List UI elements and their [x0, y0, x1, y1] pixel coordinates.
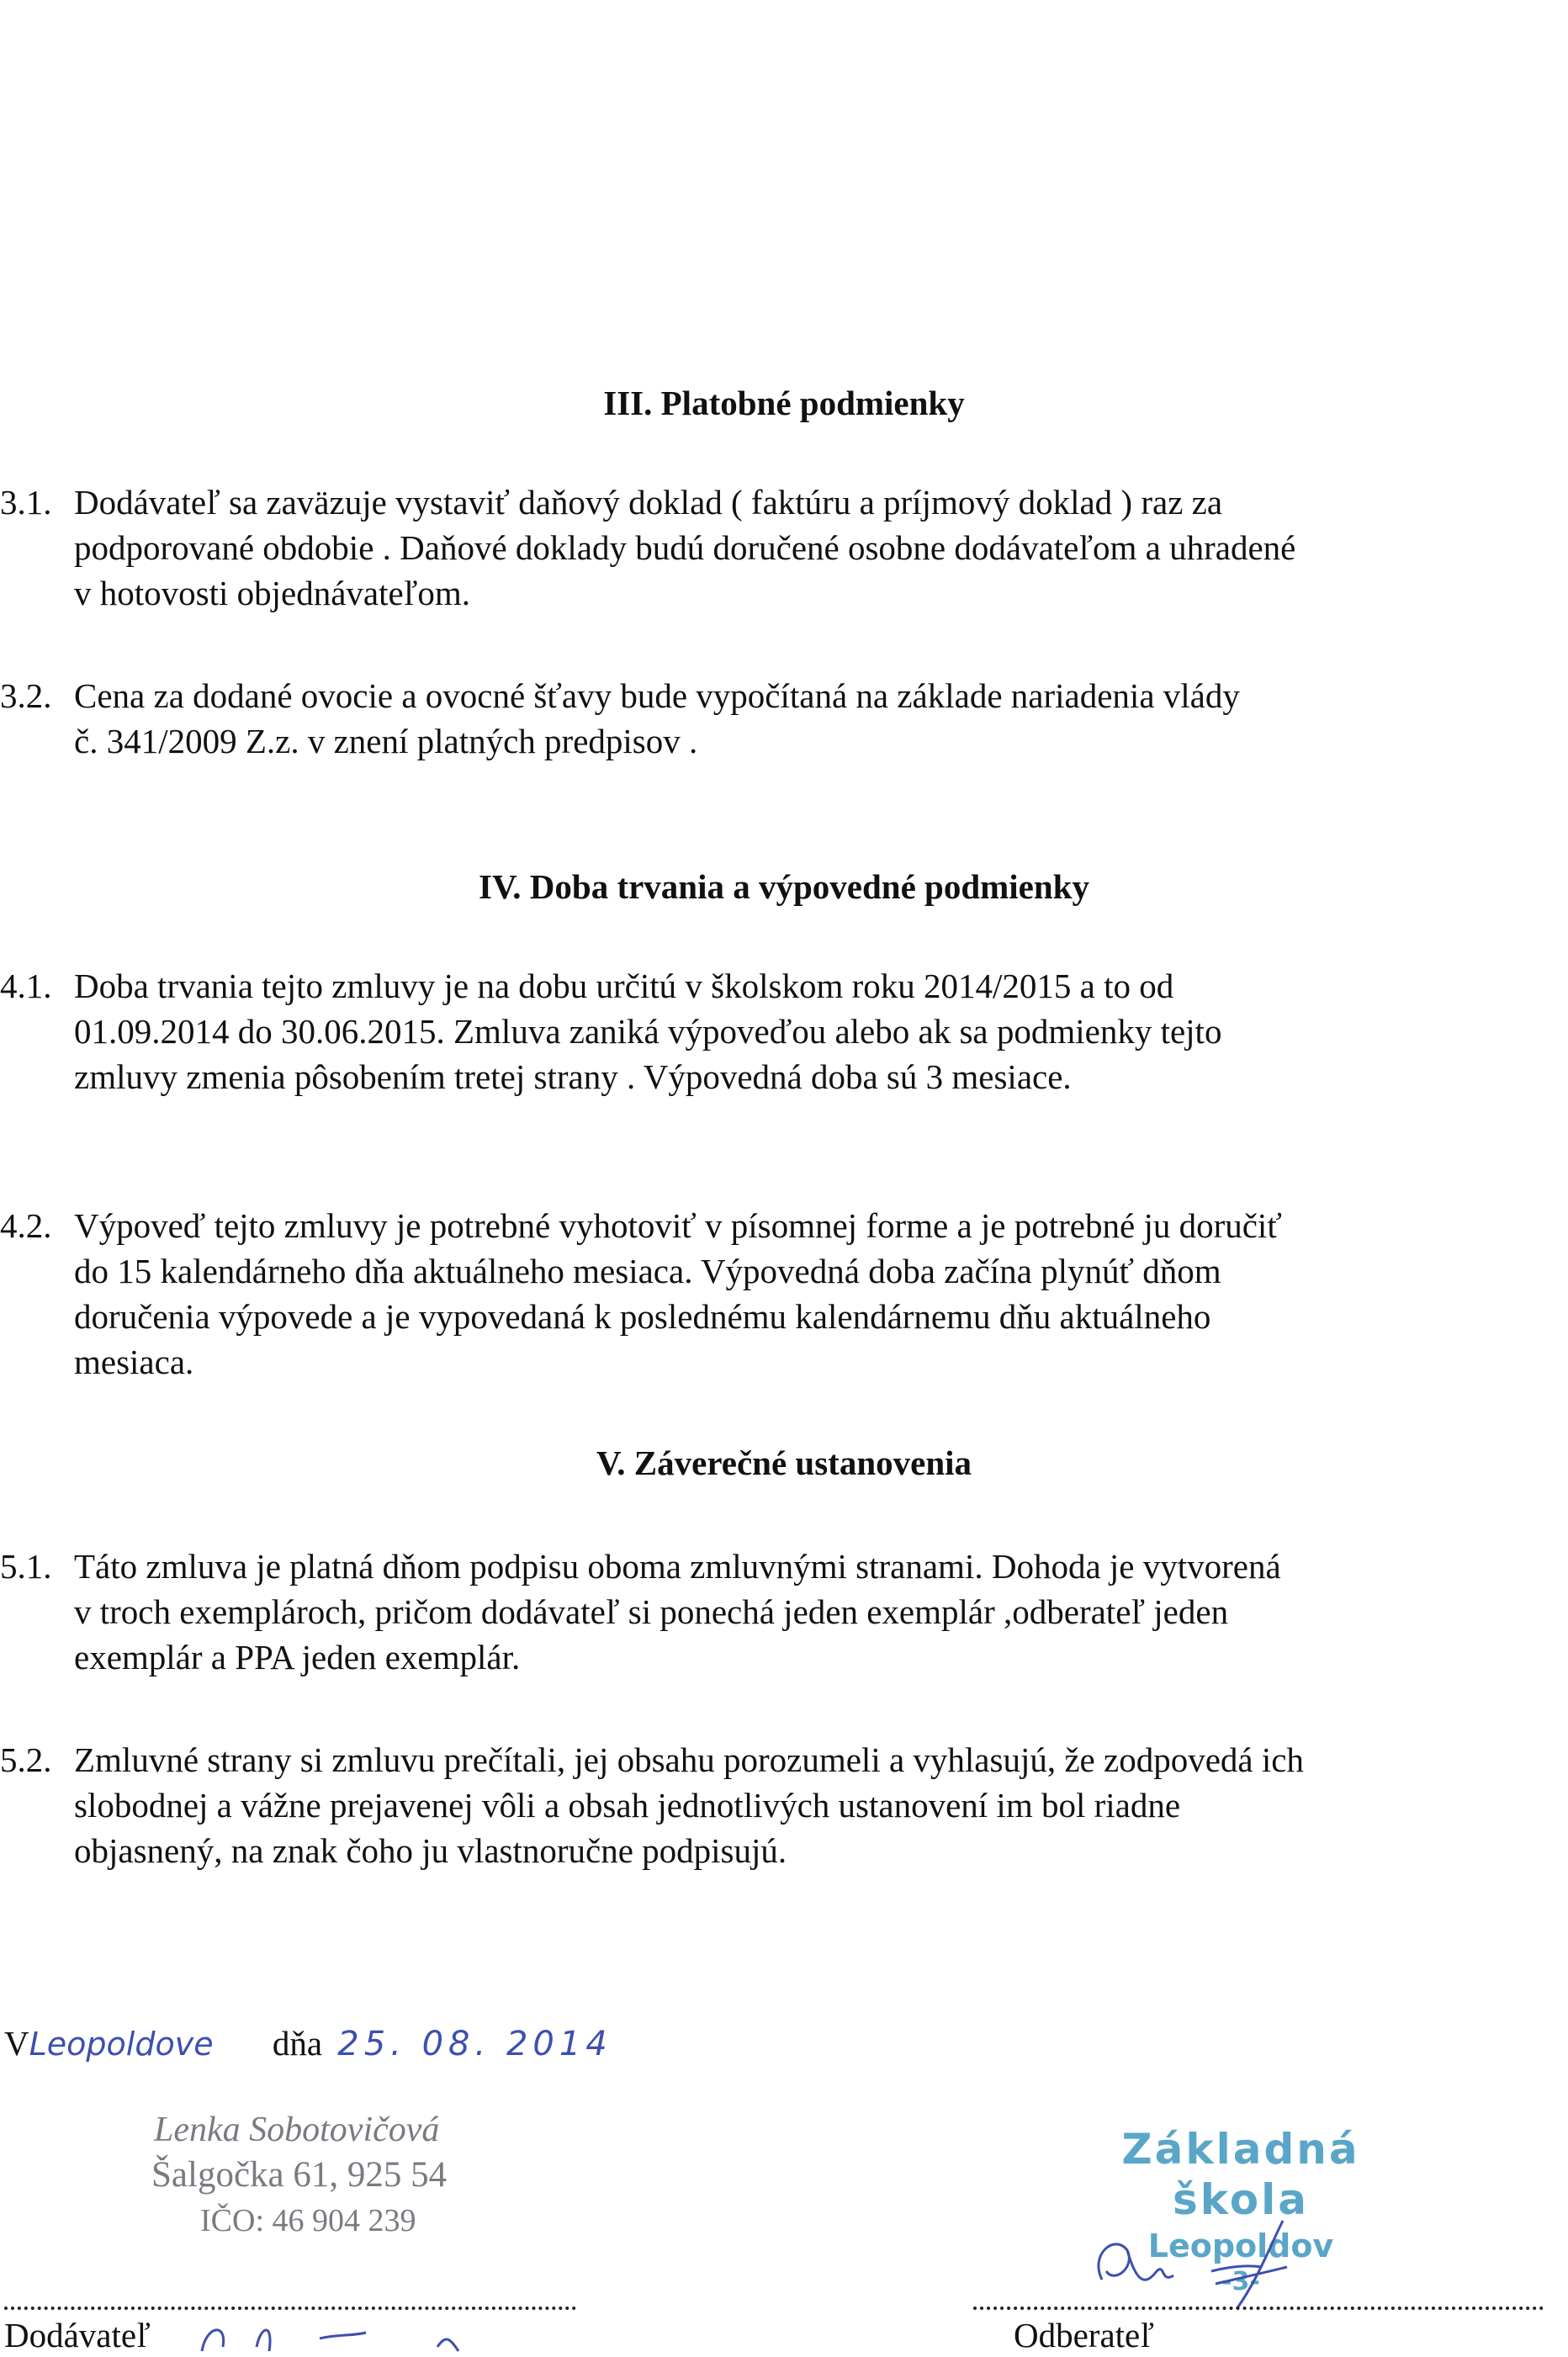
clause-line: doručenia výpovede a je vypovedaná k poslednému kalendárnemu dňu aktuálneho: [74, 1297, 1211, 1336]
clause-line: Doba trvania tejto zmluvy je na dobu určitú v školskom roku 2014/2015 a to od: [74, 967, 1174, 1005]
clause-number: 4.2.: [0, 1206, 52, 1245]
clause-line: Dodávateľ sa zaväzuje vystaviť daňový doklad ( faktúru a príjmový doklad ) raz za: [74, 483, 1223, 522]
supplier-stamp: [151, 2107, 448, 2243]
stamp-line-3: -3-: [1221, 2267, 1260, 2296]
handwritten-date: 25. 08. 2014: [337, 2025, 612, 2063]
place-prefix: V: [4, 2024, 29, 2063]
clause-line: Zmluvné strany si zmluvu prečítali, jej obsahu porozumeli a vyhlasujú, že zodpovedá ich: [74, 1740, 1304, 1779]
clause-number: 3.1.: [0, 483, 52, 522]
customer-label: Odberateľ: [1014, 2316, 1154, 2354]
signature-line-supplier: [4, 2307, 576, 2310]
stamp-line-2: Leopoldov: [1147, 2227, 1334, 2264]
clause-line: Táto zmluva je platná dňom podpisu oboma zmluvnými stranami. Dohoda je vytvorená: [74, 1547, 1281, 1586]
supplier-label: Dodávateľ: [4, 2316, 151, 2354]
supplier-name: Lenka Sobotovičová: [154, 2111, 440, 2149]
clause-text: [74, 1737, 1304, 1873]
clause-number: 4.1.: [0, 967, 52, 1005]
clause-text: [74, 673, 1240, 764]
section-heading-4: IV. Doba trvania a výpovedné podmienky: [479, 867, 1089, 906]
clause-line: zmluvy zmenia pôsobením tretej strany . Výpovedná doba sú 3 mesiace.: [74, 1057, 1072, 1096]
clause-line: 01.09.2014 do 30.06.2015. Zmluva zaniká výpoveďou alebo ak sa podmienky tejto: [74, 1012, 1222, 1051]
clause-line: do 15 kalendárneho dňa aktuálneho mesiaca. Výpovedná doba začína plynúť dňom: [74, 1252, 1221, 1290]
clause-text: [74, 1203, 1282, 1385]
clause-line: exemplár a PPA jeden exemplár.: [74, 1638, 521, 1676]
stamp-line-1: Základná škola: [1121, 2125, 1360, 2224]
clause-line: Cena za dodané ovocie a ovocné šťavy bude vypočítaná na základe nariadenia vlády: [74, 676, 1240, 715]
clause-line: Výpoveď tejto zmluvy je potrebné vyhotoviť v písomnej forme a je potrebné ju doručiť: [74, 1206, 1282, 1245]
clause-line: v hotovosti objednávateľom.: [74, 574, 470, 612]
clause-line: objasnený, na znak čoho ju vlastnoručne podpisujú.: [74, 1831, 787, 1870]
clause-line: slobodnej a vážne prejavenej vôli a obsah jednotlivých ustanovení im bol riadne: [74, 1786, 1181, 1825]
clause-text: [74, 963, 1221, 1099]
handwritten-place: Leopoldove: [29, 2026, 214, 2063]
section-heading-5: V. Záverečné ustanovenia: [596, 1443, 972, 1482]
clause-number: 3.2.: [0, 676, 52, 715]
supplier-address: Šalgočka 61, 925 54: [151, 2155, 448, 2195]
clause-line: č. 341/2009 Z.z. v znení platných predpisov .: [74, 722, 698, 760]
signature-line-customer: [973, 2307, 1544, 2310]
clause-number: 5.2.: [0, 1740, 52, 1779]
place-date-line: [4, 2023, 612, 2063]
clause-text: [74, 479, 1295, 616]
clause-text: [74, 1544, 1281, 1680]
clause-line: podporované obdobie . Daňové doklady budú doručené osobne dodávateľom a uhradené: [74, 528, 1296, 567]
clause-number: 5.1.: [0, 1547, 52, 1586]
signature-scribble-right: [1068, 2187, 1338, 2313]
day-label: dňa: [272, 2024, 323, 2063]
clause-line: mesiaca.: [74, 1343, 194, 1381]
clause-line: v troch exemplároch, pričom dodávateľ si ponechá jeden exemplár ,odberateľ jeden: [74, 1592, 1229, 1631]
section-heading-3: III. Platobné podmienky: [603, 384, 965, 422]
supplier-ico: IČO: 46 904 239: [200, 2203, 416, 2238]
